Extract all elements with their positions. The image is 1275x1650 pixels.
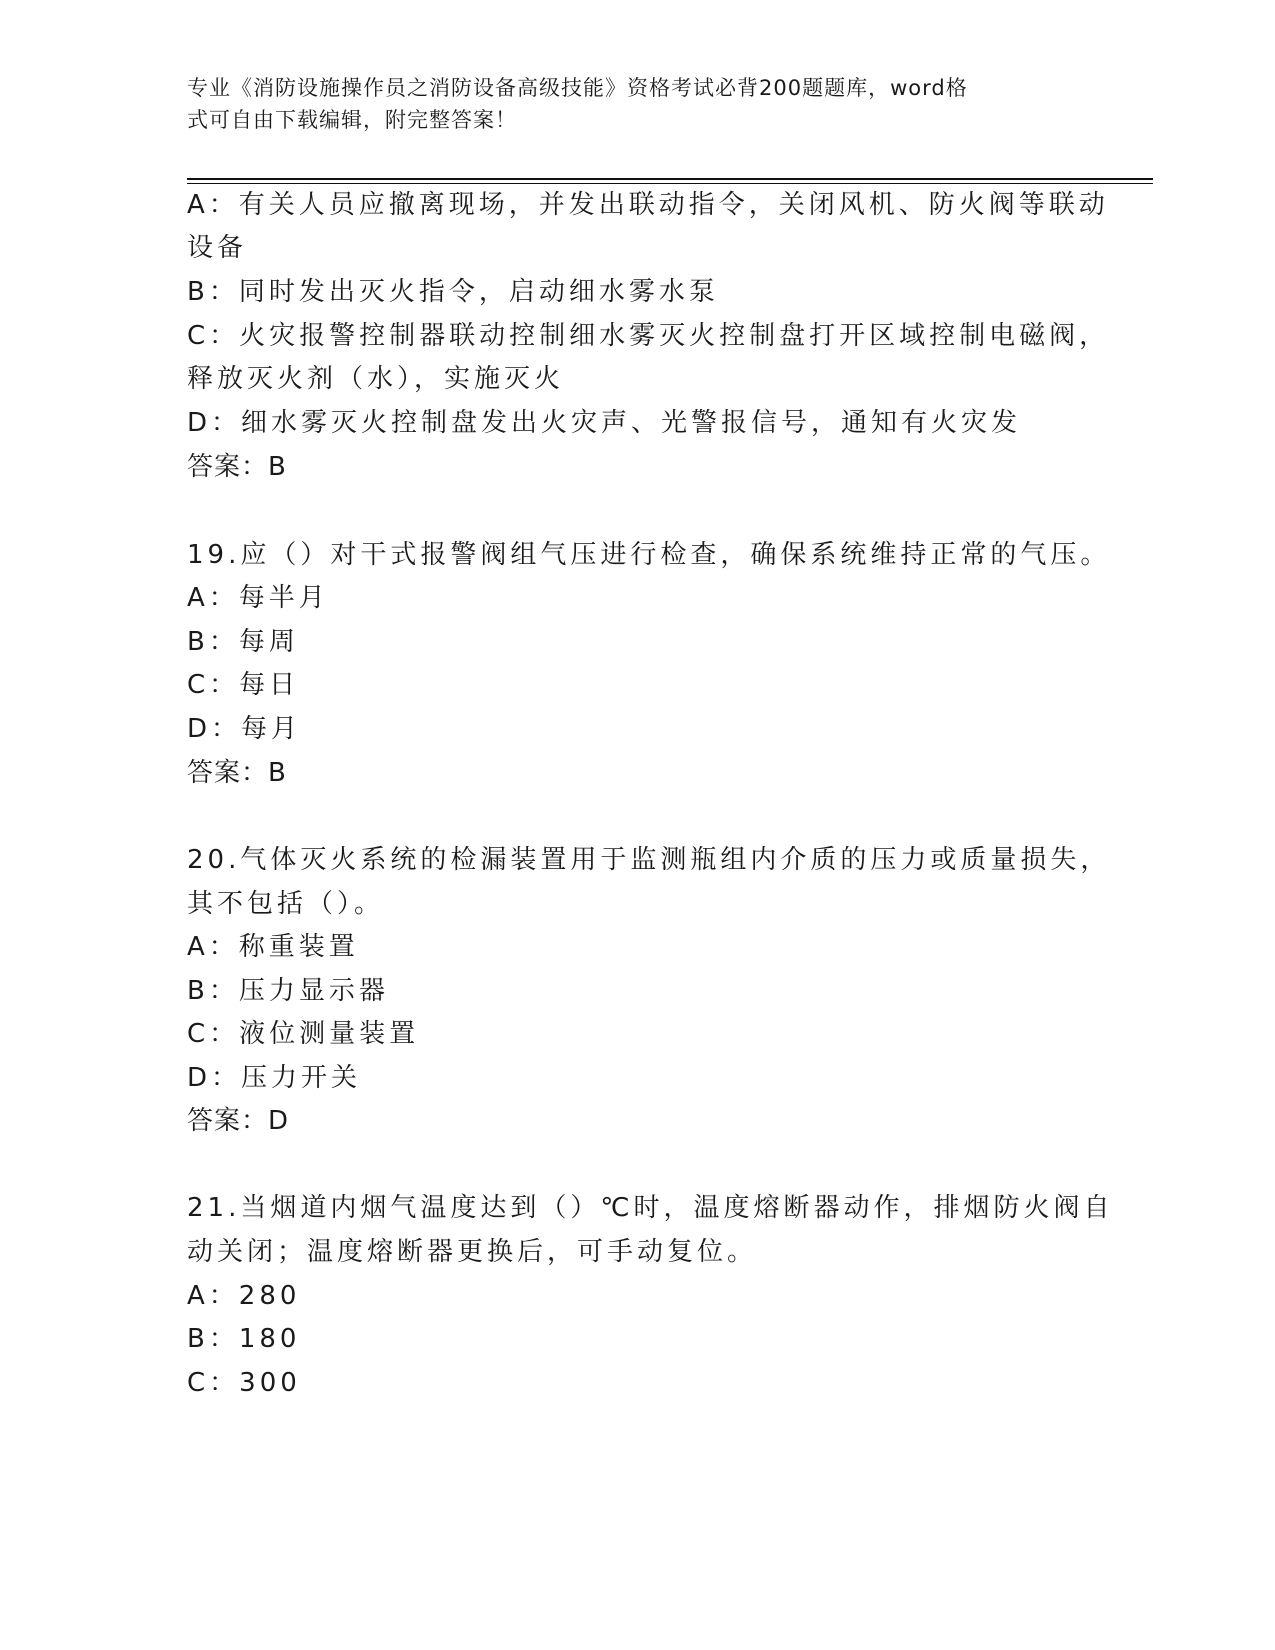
q19-option-a: A：每半月 (187, 583, 329, 613)
q19-stem: 19.应（）对干式报警阀组气压进行检查，确保系统维持正常的气压。 (187, 540, 1111, 570)
q18-option-c-line-2: 释放灭火剂（水），实施灭火 (187, 364, 565, 394)
q20-stem-line-2: 其不包括（）。 (187, 889, 385, 919)
q21-stem-line-1: 21.当烟道内烟气温度达到（）℃时，温度熔断器动作，排烟防火阀自 (187, 1193, 1114, 1223)
header-divider-thick (187, 178, 1153, 180)
q19-answer: 答案：B (187, 758, 287, 788)
q20-stem-line-1: 20.气体灭火系统的检漏装置用于监测瓶组内介质的压力或质量损失， (187, 845, 1111, 875)
q19-option-d: D：每月 (187, 714, 302, 744)
q18-option-d: D：细水雾灭火控制盘发出火灾声、光警报信号，通知有火灾发 (187, 408, 1022, 438)
q19-option-b: B：每周 (187, 627, 299, 657)
header-line-1: 专业《消防设施操作员之消防设备高级技能》资格考试必背200题题库，word格 (187, 76, 968, 100)
q18-option-a-line-2: 设备 (187, 233, 248, 263)
q21-stem-line-2: 动关闭；温度熔断器更换后，可手动复位。 (187, 1237, 758, 1267)
header-line-2: 式可自由下载编辑，附完整答案！ (187, 108, 517, 132)
q20-option-b: B：压力显示器 (187, 976, 389, 1006)
q18-option-c-line-1: C：火灾报警控制器联动控制细水雾灭火控制盘打开区域控制电磁阀， (187, 321, 1110, 351)
q18-option-a-line-1: A：有关人员应撤离现场，并发出联动指令，关闭风机、防火阀等联动 (187, 190, 1109, 220)
header-divider-thin (187, 183, 1153, 184)
q18-option-b: B：同时发出灭火指令，启动细水雾水泵 (187, 277, 719, 307)
q21-option-b: B：180 (187, 1324, 301, 1354)
q18-answer: 答案：B (187, 452, 287, 482)
q20-answer: 答案：D (187, 1106, 290, 1136)
q20-option-c: C：液位测量装置 (187, 1019, 420, 1049)
document-header (187, 72, 1087, 136)
q20-option-d: D：压力开关 (187, 1063, 362, 1093)
q21-option-c: C：300 (187, 1368, 301, 1398)
q20-option-a: A：称重装置 (187, 932, 359, 962)
q21-option-a: A：280 (187, 1281, 301, 1311)
q19-option-c: C：每日 (187, 670, 300, 700)
